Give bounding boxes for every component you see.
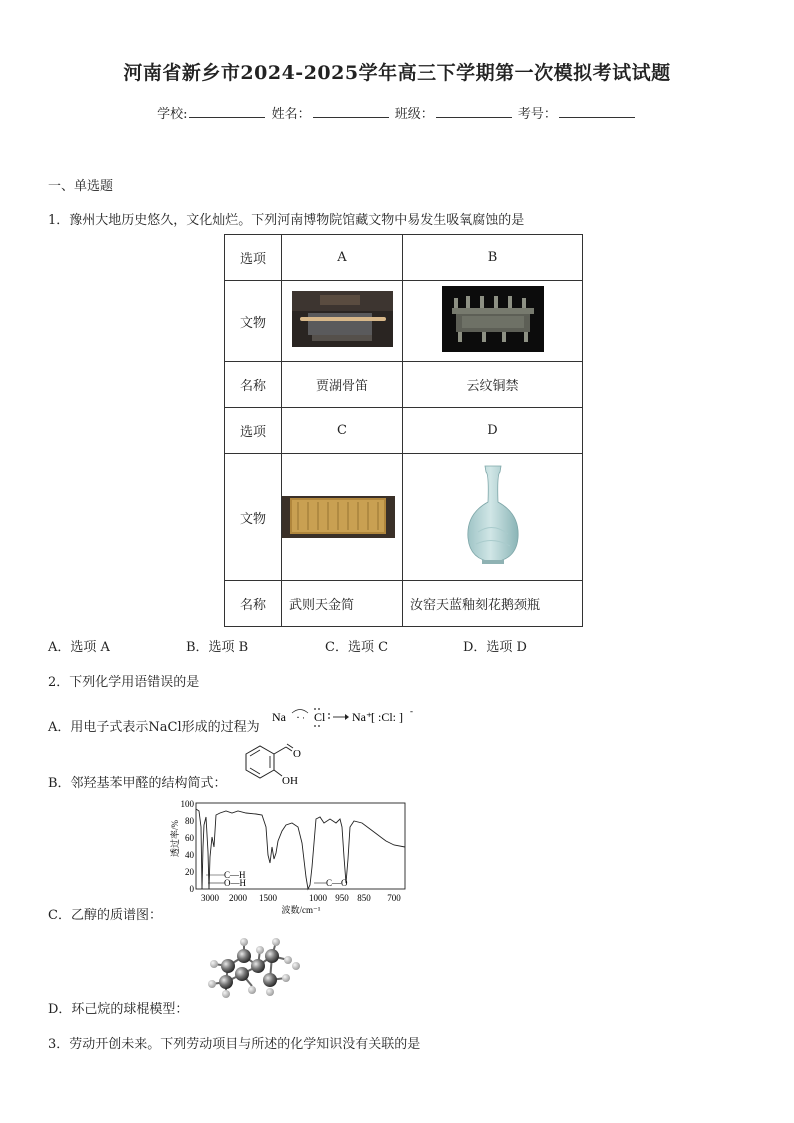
formula-na: Na — [272, 710, 286, 724]
table-label-relic: 文物 — [225, 281, 282, 362]
table-label-name-2: 名称 — [225, 581, 282, 627]
ytick-0: 0 — [189, 884, 194, 894]
relic-image-b — [403, 281, 583, 362]
relic-image-a — [282, 281, 403, 362]
annot-oh: O—H — [224, 878, 246, 888]
ytick-80: 80 — [185, 816, 194, 826]
hydroxybenzaldehyde-structure — [236, 742, 306, 788]
relic-name-b: 云纹铜禁 — [403, 362, 583, 408]
xtick-700: 700 — [387, 893, 401, 903]
aldehyde-oxygen: O — [293, 748, 301, 760]
id-label: 考号： — [517, 107, 557, 122]
table-option-c: C — [282, 408, 403, 454]
relic-image-c — [282, 454, 403, 581]
section-heading: 一、单选题 — [48, 179, 114, 194]
table-option-d: D — [403, 408, 583, 454]
table-label-option: 选项 — [225, 235, 282, 281]
formula-cl: Cl — [314, 710, 326, 724]
table-label-name: 名称 — [225, 362, 282, 408]
xtick-2000: 2000 — [229, 893, 247, 903]
class-blank[interactable] — [436, 105, 512, 118]
q2-choice-d[interactable]: D．环己烷的球棍模型： — [48, 1002, 189, 1017]
hydroxyl-label: OH — [282, 775, 298, 787]
table-option-b: B — [403, 235, 583, 281]
relic-image-d — [403, 454, 583, 581]
gold-slip-image — [282, 496, 395, 538]
id-blank[interactable] — [559, 105, 635, 118]
spectrum-ylabel: 透过率/% — [170, 820, 180, 857]
formula-minus: - — [410, 706, 413, 716]
relic-table — [224, 234, 583, 627]
table-label-relic-2: 文物 — [225, 454, 282, 581]
name-blank[interactable] — [313, 105, 389, 118]
xtick-1500: 1500 — [259, 893, 277, 903]
svg-text:·: · — [302, 713, 305, 723]
q2-choice-b[interactable]: B．邻羟基苯甲醛的结构简式： — [48, 776, 227, 791]
bronze-altar-image — [442, 286, 544, 352]
page-title: 河南省新乡市2024-2025学年高三下学期第一次模拟考试试题 — [123, 62, 671, 84]
school-label: 学校: — [157, 107, 188, 122]
q1-choice-c[interactable]: C．选项 C — [325, 640, 389, 655]
student-info-line — [0, 103, 794, 122]
table-label-option-2: 选项 — [225, 408, 282, 454]
q3-stem: 3．劳动开创未来。下列劳动项目与所述的化学知识没有关联的是 — [48, 1037, 421, 1052]
name-label: 姓名： — [271, 107, 311, 122]
q1-stem: 1．豫州大地历史悠久，文化灿烂。下列河南博物院馆藏文物中易发生吸氧腐蚀的是 — [48, 213, 525, 228]
relic-name-c: 武则天金简 — [282, 581, 403, 627]
formula-cl-bracket: [ :Cl: ] — [371, 710, 403, 724]
ytick-20: 20 — [185, 867, 194, 877]
q1-choice-d[interactable]: D．选项 D — [463, 640, 527, 655]
q1-choice-b[interactable]: B．选项 B — [186, 640, 249, 655]
relic-name-d: 汝窑天蓝釉刻花鹅颈瓶 — [403, 581, 583, 627]
xtick-850: 850 — [357, 893, 371, 903]
xtick-1000: 1000 — [309, 893, 327, 903]
q2-choice-a[interactable]: A．用电子式表示NaCl形成的过程为 — [48, 720, 260, 735]
relic-name-a: 贾湖骨笛 — [282, 362, 403, 408]
table-option-a: A — [282, 235, 403, 281]
ytick-60: 60 — [185, 833, 194, 843]
svg-text:·: · — [296, 710, 300, 724]
q1-choice-a[interactable]: A．选项 A — [48, 640, 110, 655]
spectrum-xlabel: 波数/cm⁻¹ — [281, 905, 321, 915]
ytick-100: 100 — [180, 799, 194, 809]
ir-spectrum-figure — [166, 797, 412, 917]
ytick-40: 40 — [185, 850, 194, 860]
class-label: 班级： — [394, 107, 434, 122]
school-blank[interactable] — [189, 105, 265, 118]
ru-ware-vase-image — [458, 462, 528, 568]
nacl-electron-formula — [270, 704, 420, 732]
q2-stem: 2．下列化学用语错误的是 — [48, 675, 200, 690]
bone-flute-image — [292, 291, 393, 347]
annot-co: C—O — [326, 878, 348, 888]
xtick-950: 950 — [335, 893, 349, 903]
xtick-3000: 3000 — [201, 893, 219, 903]
cyclohexane-ball-stick-model — [196, 934, 306, 1002]
annot-ch: C—H — [224, 870, 246, 880]
q2-choice-c[interactable]: C．乙醇的质谱图： — [48, 908, 162, 923]
formula-na-plus: Na⁺ — [352, 710, 373, 724]
